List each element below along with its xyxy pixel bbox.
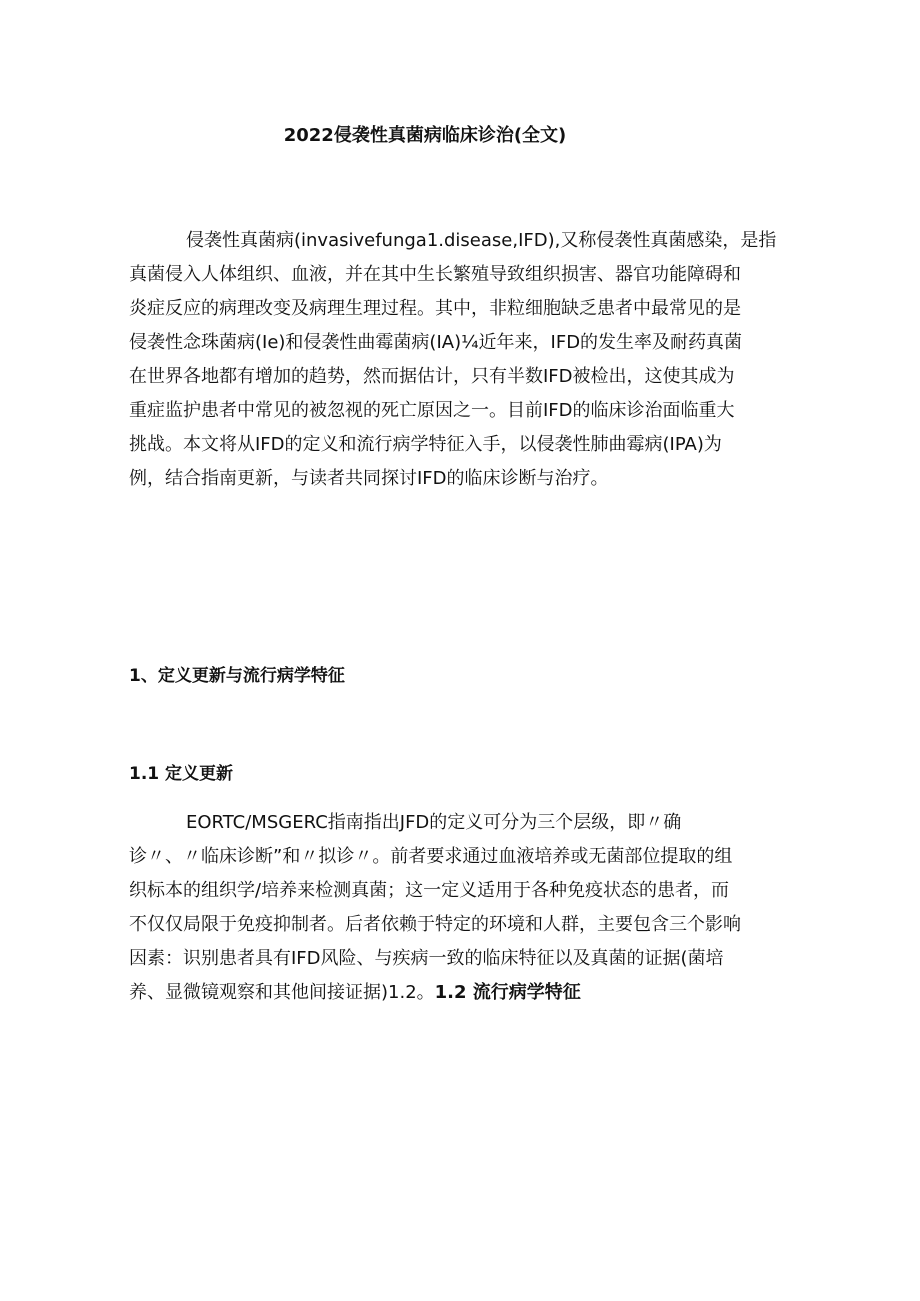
subsection-heading: 1.1 定义更新	[129, 764, 234, 784]
intro-line: 例，结合指南更新，与读者共同探讨IFD的临床诊断与治疗。	[129, 468, 609, 489]
intro-line: 炎症反应的病理改变及病理生理过程。其中，非粒细胞缺乏患者中最常见的是	[129, 298, 741, 319]
definition-line-last	[129, 976, 809, 1010]
intro-line: 在世界各地都有增加的趋势，然而据估计，只有半数IFD被检出，这使其成为	[129, 366, 735, 387]
intro-line: 真菌侵入人体组织、血液，并在其中生长繁殖导致组织损害、器官功能障碍和	[129, 264, 741, 285]
definition-line: 不仅仅局限于免疫抑制者。后者依赖于特定的环境和人群，主要包含三个影响	[129, 914, 741, 935]
definition-last-text: 养、显微镜观察和其他间接证据)1.2。	[129, 982, 435, 1003]
intro-paragraph	[129, 224, 809, 496]
document-title: 2022侵袭性真菌病临床诊治(全文)	[283, 125, 567, 146]
intro-line: 侵袭性真菌病(invasivefunga1.disease,IFD),又称侵袭性真菌感染，是指	[186, 230, 777, 251]
definition-line: 诊〃、〃临床诊断”和〃拟诊〃。前者要求通过血液培养或无菌部位提取的组	[129, 846, 733, 867]
definition-line: EORTC/MSGERC指南指出JFD的定义可分为三个层级，即〃确	[186, 812, 682, 833]
inline-subsection-heading: 1.2 流行病学特征	[434, 982, 581, 1003]
intro-line: 重症监护患者中常见的被忽视的死亡原因之一。目前IFD的临床诊治面临重大	[129, 400, 735, 421]
definition-line: 织标本的组织学/培养来检测真菌；这一定义适用于各种免疫状态的患者，而	[129, 880, 730, 901]
intro-line: 挑战。本文将从IFD的定义和流行病学特征入手，以侵袭性肺曲霉病(IPA)为	[129, 434, 722, 455]
section-heading: 1、定义更新与流行病学特征	[129, 666, 345, 686]
intro-line: 侵袭性念珠菌病(Ie)和侵袭性曲霉菌病(IA)¼近年来，IFD的发生率及耐药真菌	[129, 332, 743, 353]
definition-paragraph	[129, 806, 809, 1010]
definition-line: 因素：识别患者具有IFD风险、与疾病一致的临床特征以及真菌的证据(菌培	[129, 948, 724, 969]
